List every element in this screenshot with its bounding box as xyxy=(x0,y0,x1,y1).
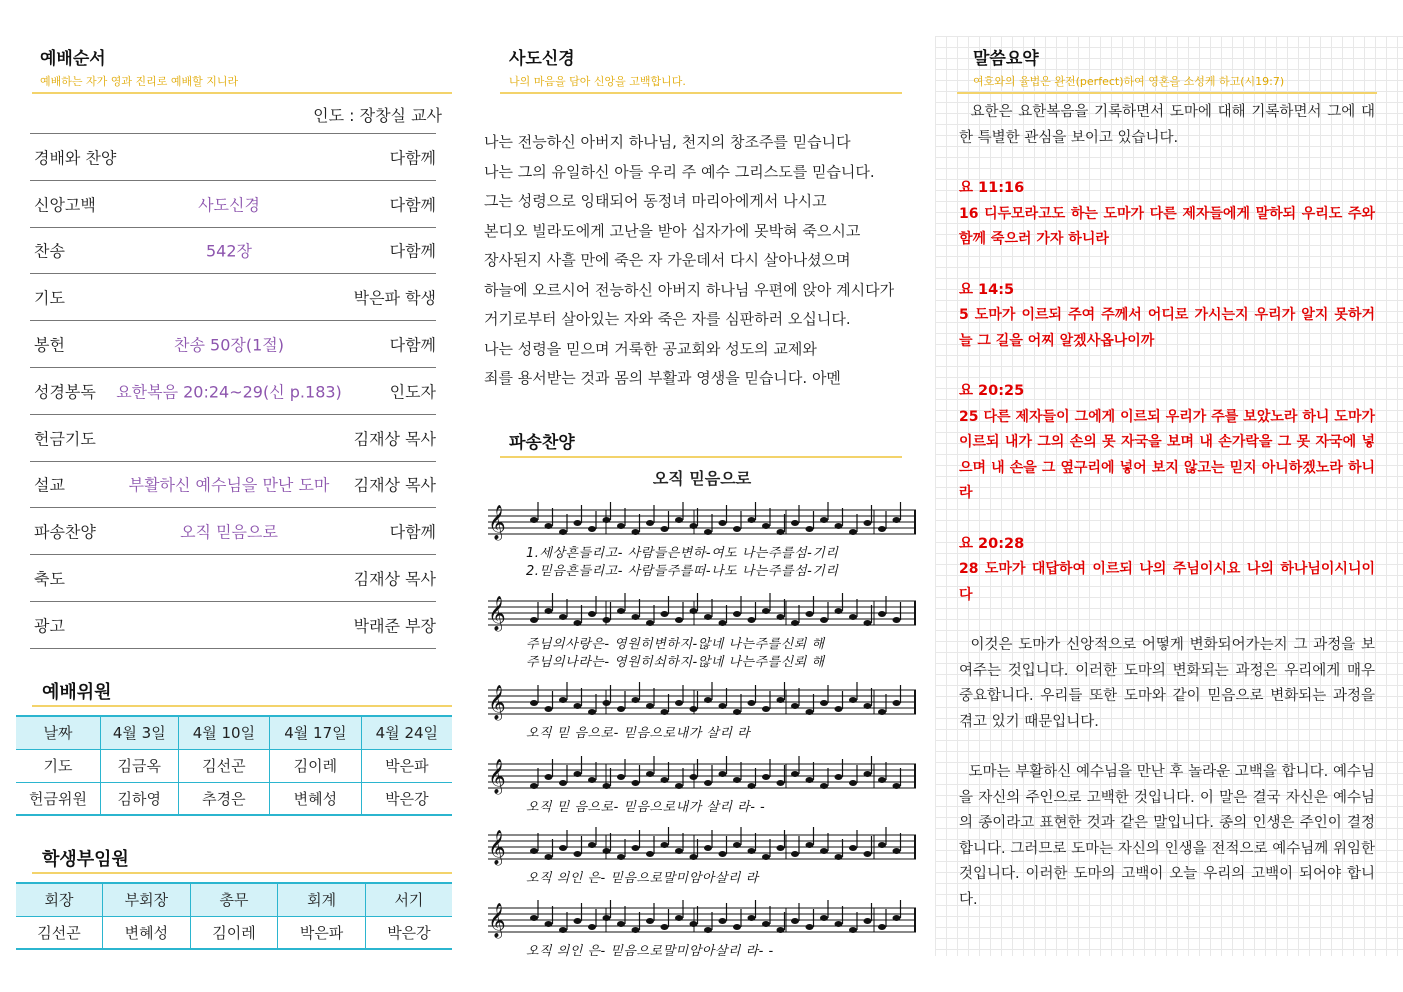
table-cell: 박은강 xyxy=(365,916,452,949)
verse-text: 28 도마가 대답하여 이르되 나의 주님이시요 나의 하나님이시니이다 xyxy=(959,561,1375,603)
committee-title: 예배위원 xyxy=(42,682,112,703)
svg-text:𝄞: 𝄞 xyxy=(488,685,506,720)
table-cell: 김금옥 xyxy=(100,749,178,782)
officers-title: 학생부임원 xyxy=(42,849,129,870)
order-row xyxy=(30,602,436,649)
creed-line: 그는 성령으로 잉태되어 동정녀 마리아에게서 나시고 xyxy=(484,192,827,210)
creed-text xyxy=(484,128,924,394)
staff-system xyxy=(486,817,918,897)
table-cell: 김하영 xyxy=(100,782,178,815)
verse-list xyxy=(959,176,1375,633)
order-item-person: 김재상 목사 xyxy=(353,429,436,449)
order-item-person: 박은파 학생 xyxy=(353,288,436,308)
divider xyxy=(32,705,452,707)
creed-line: 장사된지 사흘 만에 죽은 자 가운데서 다시 살아나셨으며 xyxy=(484,251,851,269)
table-header-row xyxy=(16,716,452,749)
order-row xyxy=(30,228,436,275)
divider xyxy=(500,92,902,94)
order-row xyxy=(30,508,436,555)
order-item-person: 다함께 xyxy=(389,241,436,261)
order-item-detail: 542장 xyxy=(206,241,252,261)
table-cell: 김이레 xyxy=(270,749,362,782)
order-item-name: 신앙고백 xyxy=(34,195,96,215)
order-row xyxy=(30,321,436,368)
sermon-title: 말씀요약 xyxy=(973,49,1039,69)
creed-line: 본디오 빌라도에게 고난을 받아 십자가에 못박혀 죽으시고 xyxy=(484,221,861,240)
sermon-intro: 요한은 요한복음을 기록하면서 도마에 대해 기록하면서 그에 대한 특별한 관심을 보이고 있습니다. xyxy=(959,104,1375,146)
hymn-lyric-line: 1.세상흔들리고- 사람들은변하-여도 나는주를섬-기리 xyxy=(526,546,839,561)
sermon-paragraph: 도마는 부활하신 예수님을 만난 후 놀라운 고백을 합니다. 예수님을 자신의 주인으로 고백한 것입니다. 이 말은 결국 자신은 예수님의 종이라고 표현한 것과 같은 말입니다. 종의 인생은 주인이 결정합니다. 그러므로 도마는 자신의 인생을 전적으로 예수님께 위임한 것입니다. 이러한 도마의 고백이 오늘 우리의 고백이 되어야 합니다. xyxy=(959,764,1376,908)
table-header-cell: 회장 xyxy=(16,883,103,916)
order-item-name: 축도 xyxy=(34,569,65,589)
worship-order-column xyxy=(16,0,452,992)
table-header-cell: 서기 xyxy=(365,883,452,916)
table-cell: 기도 xyxy=(16,749,100,782)
verse-reference: 요 20:25 xyxy=(959,383,1025,399)
divider xyxy=(500,456,902,458)
staff-system xyxy=(486,583,918,670)
verse-block xyxy=(959,532,1375,634)
divider xyxy=(32,92,452,94)
creed-line: 나는 성령을 믿으며 거룩한 공교회와 성도의 교제와 xyxy=(484,339,817,358)
order-item-detail: 사도신경 xyxy=(198,195,260,215)
order-row xyxy=(30,415,436,462)
sermon-paragraph: 이것은 도마가 신앙적으로 어떻게 변화되어가는지 그 과정을 보여주는 것입니다. 이러한 도마의 변화되는 과정은 우리에게 매우 중요합니다. 우리들 또한 도마와 같이 믿음으로 변화되는 과정을 겪고 있기 때문입니다. xyxy=(959,637,1375,730)
table-cell: 박은파 xyxy=(278,916,366,949)
staff-system xyxy=(486,672,918,752)
staff-system xyxy=(486,746,918,826)
hymn-lyric-line: 2.믿음흔들리고- 사람들주를떠-나도 나는주를섬-기리 xyxy=(526,564,839,579)
hymn-lyric-line: 주님의사랑은- 영원히변하지-않네 나는주를신뢰 해 xyxy=(526,637,825,652)
order-item-person: 다함께 xyxy=(389,148,436,168)
table-header-cell: 4월 17일 xyxy=(270,716,362,749)
worship-order-list xyxy=(30,133,436,649)
hymn-lyric-line: 오직 믿 음으로- 믿음으로내가 살리 라- - xyxy=(526,800,766,815)
table-row xyxy=(16,749,452,782)
hymn-section-title: 파송찬양 xyxy=(509,433,575,453)
order-row xyxy=(30,368,436,415)
creed-line: 거기로부터 살아있는 자와 죽은 자를 심판하러 오십니다. xyxy=(484,310,851,328)
creed-hymn-column xyxy=(482,0,922,992)
creed-subtitle: 나의 마음을 담아 신앙을 고백합니다. xyxy=(509,75,686,88)
order-item-detail: 부활하신 예수님을 만난 도마 xyxy=(128,475,330,495)
hymn-lyric-line: 오직 믿 음으로- 믿음으로내가 살리 라 xyxy=(526,726,751,741)
order-item-person: 인도자 xyxy=(389,382,436,402)
creed-line: 죄를 용서받는 것과 몸의 부활과 영생을 믿습니다. 아멘 xyxy=(484,369,841,387)
verse-reference: 요 14:5 xyxy=(959,281,1015,298)
order-row xyxy=(30,274,436,321)
table-header-cell: 회계 xyxy=(278,883,366,916)
table-cell: 김선곤 xyxy=(178,749,270,782)
order-item-name: 파송찬양 xyxy=(34,522,96,542)
sermon-heading xyxy=(973,44,1284,89)
creed-heading xyxy=(509,44,686,89)
order-item-person: 다함께 xyxy=(389,335,436,355)
table-header-cell: 4월 3일 xyxy=(100,716,178,749)
table-cell: 추경은 xyxy=(178,782,270,815)
hymn-lyric-line: 주님의나라는- 영원히쇠하지-않네 나는주를신뢰 해 xyxy=(526,655,825,670)
order-item-name: 헌금기도 xyxy=(34,429,96,449)
hymn-lyric-line: 오직 의인 은- 믿음으로말미암아살리 라- - xyxy=(526,944,774,959)
table-header-cell: 부회장 xyxy=(103,883,191,916)
svg-text:𝄞: 𝄞 xyxy=(488,596,506,631)
staff-system xyxy=(486,890,918,970)
order-item-person: 다함께 xyxy=(389,522,436,542)
order-item-detail: 요한복음 20:24~29(신 p.183) xyxy=(116,382,342,402)
creed-line: 나는 그의 유일하신 아들 우리 주 예수 그리스도를 믿습니다. xyxy=(484,162,875,181)
worship-order-title: 예배순서 xyxy=(40,49,106,69)
table-cell: 헌금위원 xyxy=(16,782,100,815)
divider xyxy=(957,92,1377,94)
verse-block xyxy=(959,176,1375,278)
worship-order-subtitle: 예배하는 자가 영과 진리로 예배할 지니라 xyxy=(40,75,239,88)
staff-system xyxy=(486,492,918,579)
sermon-column xyxy=(935,36,1403,956)
table-header-row xyxy=(16,883,452,916)
order-item-name: 봉헌 xyxy=(34,335,65,355)
order-row xyxy=(30,555,436,602)
table-header-cell: 총무 xyxy=(190,883,278,916)
order-row xyxy=(30,134,436,181)
verse-text: 5 도마가 이르되 주여 주께서 어디로 가시는지 우리가 알지 못하거늘 그 길을 어찌 알겠사옵나이까 xyxy=(959,307,1375,349)
order-row xyxy=(30,181,436,228)
verse-text: 16 디두모라고도 하는 도마가 다른 제자들에게 말하되 우리도 주와 함께 죽으러 가자 하니라 xyxy=(959,205,1375,247)
svg-text:𝄞: 𝄞 xyxy=(488,903,506,938)
officers-table xyxy=(16,882,452,950)
order-item-name: 설교 xyxy=(34,475,65,495)
verse-reference: 요 20:28 xyxy=(959,535,1025,552)
table-header-cell: 4월 10일 xyxy=(178,716,270,749)
table-cell: 박은파 xyxy=(361,749,452,782)
order-item-person: 다함께 xyxy=(389,195,436,215)
hymn-score-title: 오직 믿음으로 xyxy=(652,469,752,488)
order-item-detail: 찬송 50장(1절) xyxy=(174,335,284,355)
verse-text: 25 다른 제자들이 그에게 이르되 우리가 주를 보았노라 하니 도마가 이르되 내가 그의 손의 못 자국을 보며 내 손가락을 그 못 자국에 넣으며 내 손을 그 옆구리에 넣어 보지 않고는 믿지 아니하겠노라 하니라 xyxy=(959,408,1375,501)
table-cell: 변혜성 xyxy=(270,782,362,815)
sermon-subtitle: 여호와의 율법은 완전(perfect)하여 영혼을 소성케 하고(시19:7) xyxy=(973,75,1285,88)
divider xyxy=(32,872,452,874)
table-row xyxy=(16,782,452,815)
verse-block xyxy=(959,278,1375,380)
order-row xyxy=(30,462,436,509)
creed-line: 하늘에 오르시어 전능하신 아버지 하나님 우편에 앉아 계시다가 xyxy=(484,280,895,299)
worship-leader: 인도 : 장창실 교사 xyxy=(313,106,442,125)
committee-table xyxy=(16,715,452,816)
table-cell: 박은강 xyxy=(361,782,452,815)
order-item-name: 성경봉독 xyxy=(34,382,96,402)
order-item-person: 김재상 목사 xyxy=(353,569,436,589)
table-cell: 김선곤 xyxy=(16,916,103,949)
hymn-lyric-line: 오직 의인 은- 믿음으로말미암아살리 라 xyxy=(526,871,759,886)
order-item-detail: 오직 믿음으로 xyxy=(180,522,278,542)
table-header-cell: 날짜 xyxy=(16,716,100,749)
order-item-name: 기도 xyxy=(34,288,65,308)
creed-title: 사도신경 xyxy=(509,49,575,69)
svg-text:𝄞: 𝄞 xyxy=(488,505,506,540)
svg-text:𝄞: 𝄞 xyxy=(488,759,506,794)
order-item-person: 박래준 부장 xyxy=(353,616,436,636)
order-item-person: 김재상 목사 xyxy=(353,475,436,495)
order-item-name: 경배와 찬양 xyxy=(34,148,117,168)
order-item-name: 찬송 xyxy=(34,241,65,261)
order-item-name: 광고 xyxy=(34,616,65,636)
table-cell: 김이레 xyxy=(190,916,278,949)
sermon-body xyxy=(959,100,1375,913)
svg-text:𝄞: 𝄞 xyxy=(488,830,506,865)
table-cell: 변혜성 xyxy=(103,916,191,949)
creed-line: 나는 전능하신 아버지 하나님, 천지의 창조주를 믿습니다 xyxy=(484,133,851,151)
verse-reference: 요 11:16 xyxy=(959,180,1025,196)
verse-block xyxy=(959,379,1375,532)
worship-order-heading xyxy=(40,44,238,89)
table-row xyxy=(16,916,452,949)
table-header-cell: 4월 24일 xyxy=(361,716,452,749)
hymn-heading xyxy=(509,428,575,453)
